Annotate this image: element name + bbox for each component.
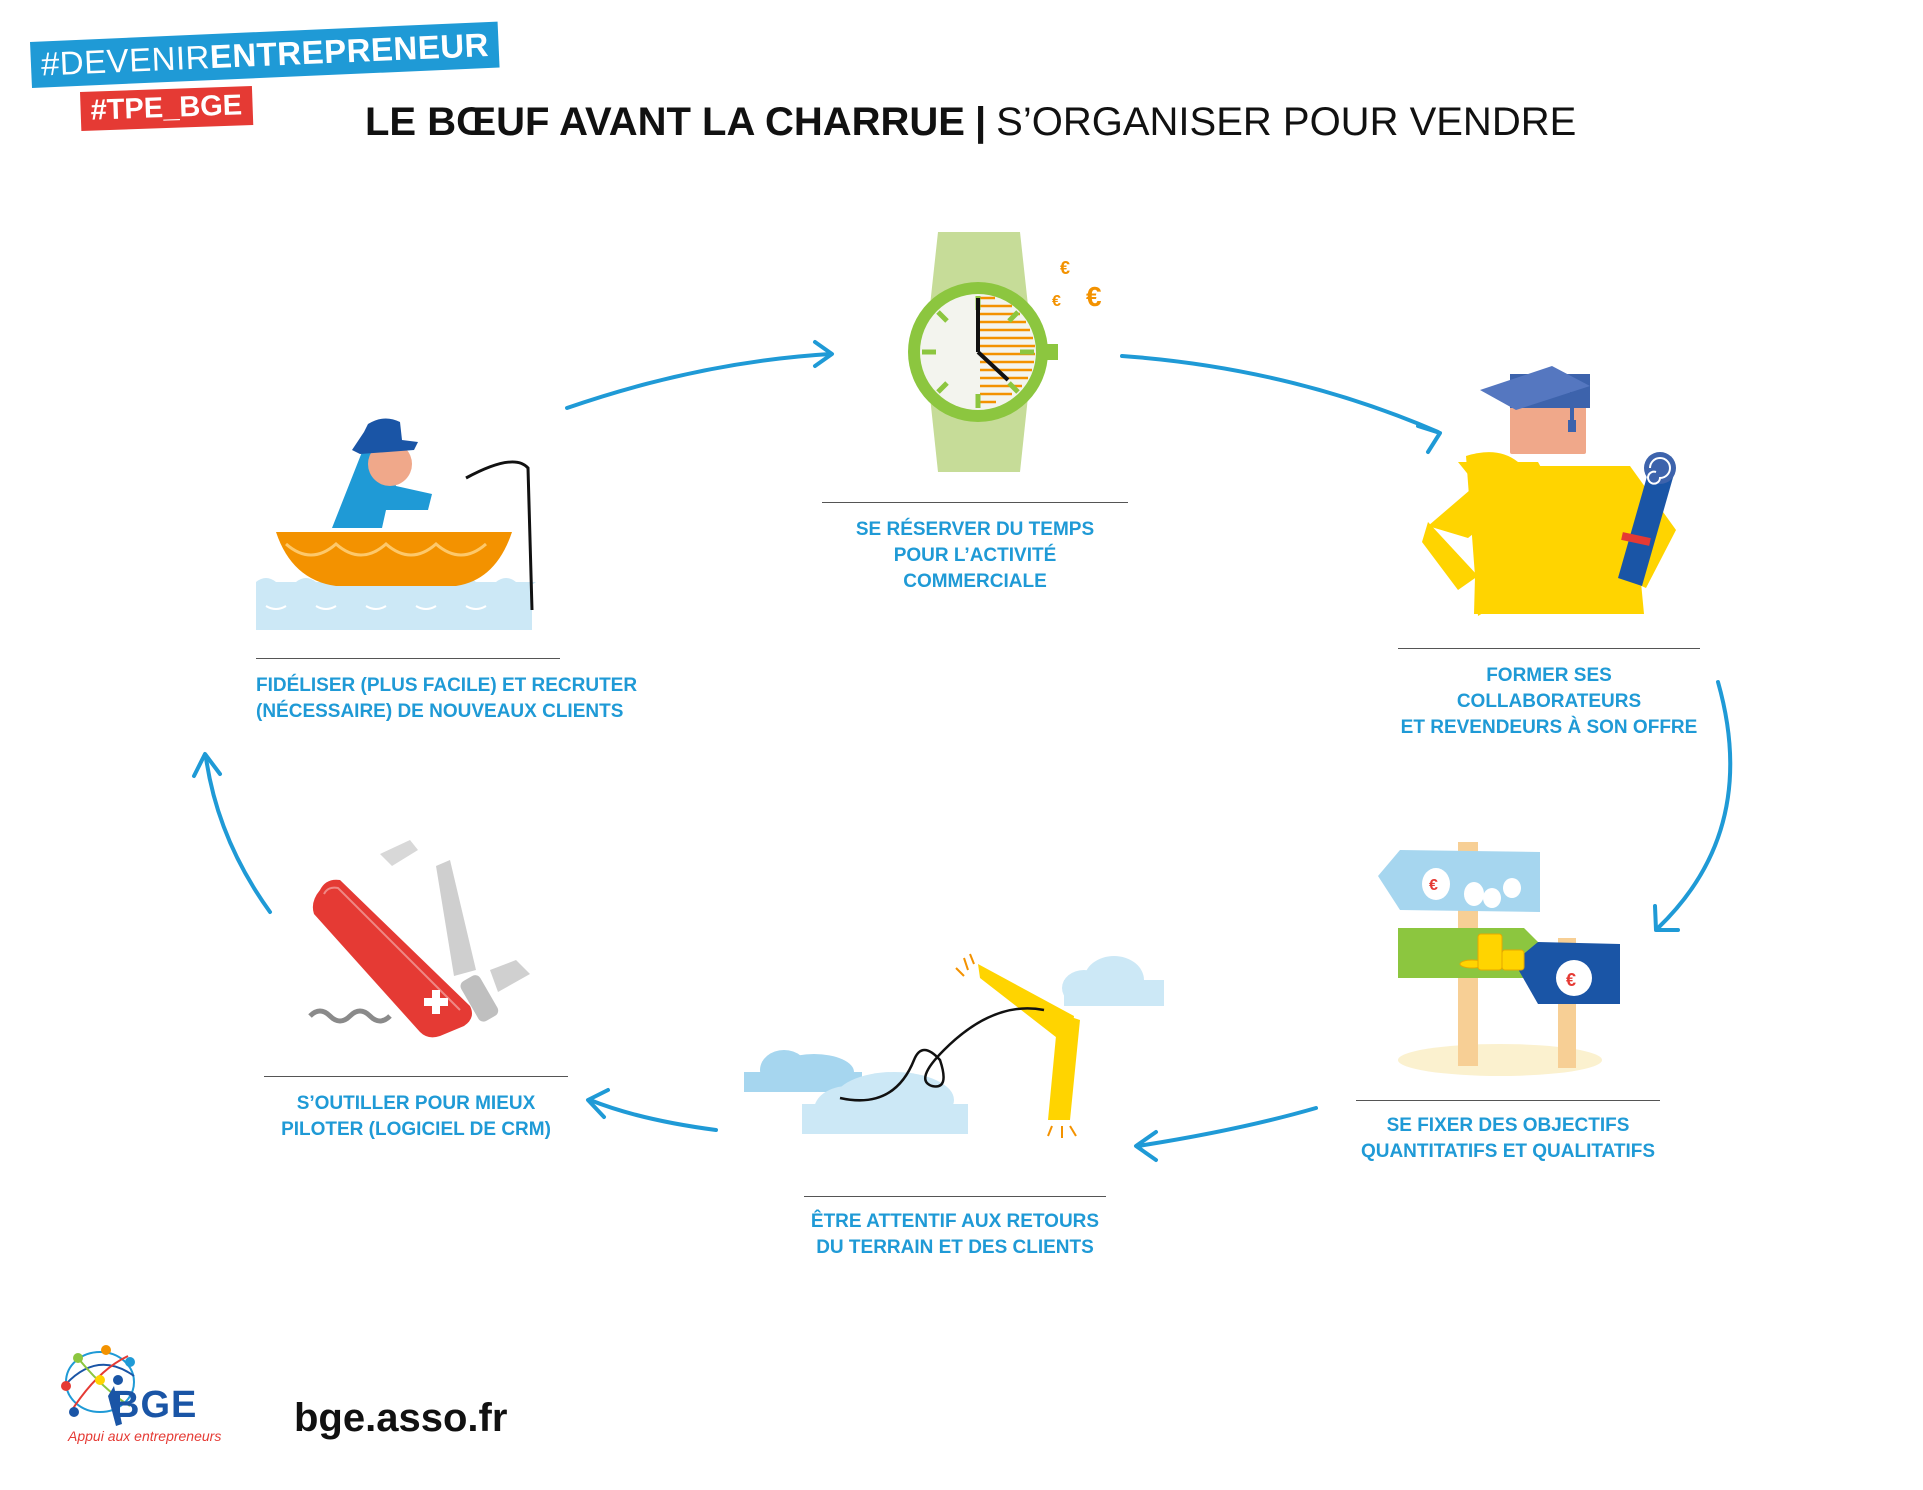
swiss-knife-icon: [300, 840, 532, 1060]
caption-line: DU TERRAIN ET DES CLIENTS: [816, 1237, 1094, 1258]
svg-text:€: €: [1060, 258, 1071, 278]
step-time: [822, 502, 1128, 595]
caption-line: PILOTER (LOGICIEL DE CRM): [281, 1119, 551, 1140]
svg-text:€: €: [1429, 877, 1438, 894]
caption-divider: [1356, 1100, 1660, 1101]
caption-clients: [256, 673, 638, 725]
arrow-clients-to-time: [567, 354, 830, 408]
boomerang-icon: [744, 950, 1166, 1140]
caption-divider: [822, 502, 1128, 503]
caption-line: (NÉCESSAIRE) DE NOUVEAUX CLIENTS: [256, 701, 624, 722]
caption-divider: [256, 658, 560, 659]
arrow-tools-to-clients: [206, 758, 270, 912]
hashtag-tpe-bge: #TPE_BGE: [80, 86, 253, 131]
hashtag-light-part: #DEVENIR: [40, 38, 211, 83]
caption-divider: [264, 1076, 568, 1077]
caption-line: POUR L’ACTIVITÉ COMMERCIALE: [893, 545, 1057, 592]
caption-time: [822, 517, 1128, 595]
bge-logo-tagline: Appui aux entrepreneurs: [68, 1428, 222, 1444]
website-link[interactable]: bge.asso.fr: [294, 1396, 508, 1440]
caption-divider: [1398, 648, 1700, 649]
caption-line: QUANTITATIFS ET QUALITATIFS: [1360, 1141, 1656, 1162]
caption-feedback: [804, 1209, 1106, 1261]
caption-line: ET REVENDEURS À SON OFFRE: [1400, 717, 1698, 738]
caption-train: [1398, 663, 1700, 741]
signpost-icon: [1378, 838, 1624, 1080]
caption-goals: [1356, 1113, 1660, 1165]
svg-text:€: €: [1052, 293, 1061, 310]
step-goals: [1356, 1100, 1660, 1165]
bge-logo-wordmark: BGE: [112, 1384, 198, 1426]
arrow-feedback-to-tools: [590, 1100, 716, 1130]
arrow-time-to-train: [1122, 356, 1438, 432]
step-feedback: [804, 1196, 1106, 1261]
title-regular-part: S’ORGANISER POUR VENDRE: [996, 100, 1577, 144]
step-clients: [256, 658, 638, 725]
title-separator: |: [974, 100, 987, 144]
svg-text:€: €: [1566, 970, 1577, 990]
title-bold-part: LE BŒUF AVANT LA CHARRUE: [365, 100, 965, 144]
caption-tools: [264, 1091, 568, 1143]
step-tools: [264, 1076, 568, 1143]
fisherman-icon: [256, 410, 556, 632]
caption-divider: [804, 1196, 1106, 1197]
caption-line: FORMER SES COLLABORATEURS: [1456, 665, 1642, 712]
caption-line: SE RÉSERVER DU TEMPS: [855, 519, 1095, 540]
step-train: [1398, 648, 1700, 741]
caption-line: S’OUTILLER POUR MIEUX: [296, 1093, 536, 1114]
graduate-icon: [1418, 366, 1678, 618]
svg-text:€: €: [1086, 281, 1102, 312]
watch-icon: [880, 228, 1120, 474]
hashtag-bold-part: ENTREPRENEUR: [209, 26, 490, 76]
caption-line: FIDÉLISER (PLUS FACILE) ET RECRUTER: [256, 675, 638, 696]
caption-line: SE FIXER DES OBJECTIFS: [1386, 1115, 1630, 1136]
caption-line: ÊTRE ATTENTIF AUX RETOURS: [810, 1211, 1100, 1232]
